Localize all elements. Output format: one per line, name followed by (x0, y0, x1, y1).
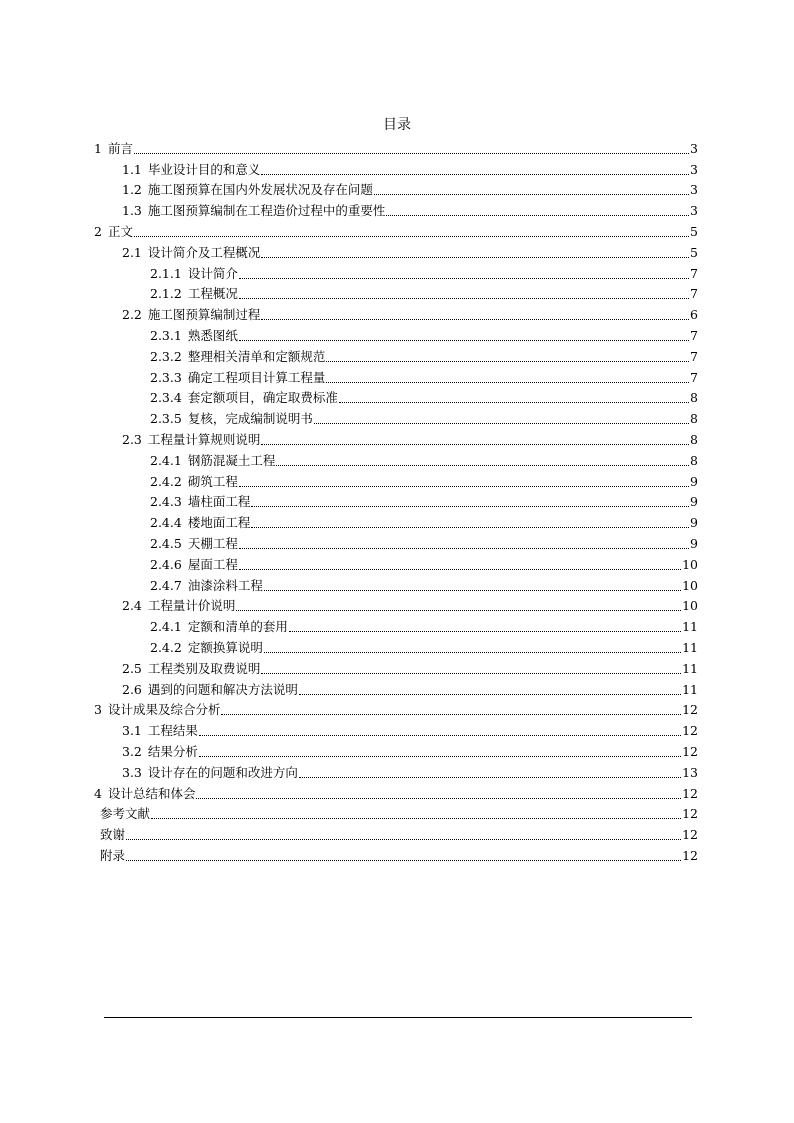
toc-entry-number: 2.2 (122, 307, 142, 323)
toc-entry[interactable] (94, 490, 698, 511)
toc-entry-number: 2.6 (122, 681, 142, 697)
toc-entry-title: 工程量计价说明 (147, 598, 236, 614)
toc-entry-number: 2.4.2 (150, 639, 182, 655)
toc-entry-number: 2.4.6 (150, 556, 182, 572)
toc-entry[interactable] (94, 469, 698, 490)
toc-entry-page: 8 (690, 411, 698, 427)
toc-entry[interactable] (94, 802, 698, 823)
toc-entry[interactable] (94, 594, 698, 615)
toc-entry-number: 2.4.7 (150, 577, 182, 593)
toc-entry-number: 2.1 (122, 244, 142, 260)
toc-entry-number: 2.4.5 (150, 535, 182, 551)
toc-entry-title: 屋面工程 (187, 556, 238, 572)
toc-entry-number: 2.1.2 (150, 286, 182, 302)
toc-entry-page: 12 (682, 723, 698, 739)
toc-entry-page: 7 (690, 265, 698, 281)
toc-entry-title: 附录 (100, 847, 126, 863)
toc-entry-page: 9 (690, 494, 698, 510)
toc-dot-leader (264, 642, 681, 653)
toc-entry-number: 2.4.1 (150, 452, 182, 468)
toc-entry-page: 11 (682, 619, 698, 635)
toc-entry-number: 2.3.4 (150, 390, 182, 406)
toc-entry[interactable] (94, 302, 698, 323)
toc-entry-page: 3 (690, 140, 698, 156)
toc-entry-title: 毕业设计目的和意义 (147, 161, 261, 177)
toc-dot-leader (239, 330, 689, 341)
toc-entry[interactable] (94, 698, 698, 719)
toc-entry-title: 工程概况 (187, 286, 238, 302)
toc-dot-leader (386, 205, 689, 216)
toc-dot-leader (261, 247, 689, 258)
toc-entry-number: 3 (94, 702, 102, 718)
toc-entry-page: 7 (690, 327, 698, 343)
toc-dot-leader (339, 392, 689, 403)
toc-entry[interactable] (94, 718, 698, 739)
toc-entry-page: 3 (690, 182, 698, 198)
toc-entry-title: 施工图预算编制过程 (147, 307, 261, 323)
toc-dot-leader (299, 684, 681, 695)
toc-entry[interactable] (94, 635, 698, 656)
toc-dot-leader (134, 226, 689, 237)
toc-dot-leader (289, 621, 681, 632)
toc-entry[interactable] (94, 656, 698, 677)
toc-entry-title: 设计总结和体会 (107, 785, 196, 801)
toc-entry-page: 8 (690, 431, 698, 447)
toc-entry-title: 致谢 (100, 827, 126, 843)
toc-dot-leader (221, 704, 681, 715)
toc-entry-title: 油漆涂料工程 (187, 577, 263, 593)
toc-entry[interactable] (94, 365, 698, 386)
toc-entry[interactable] (94, 510, 698, 531)
toc-entry[interactable] (94, 219, 698, 240)
toc-dot-leader (239, 559, 681, 570)
toc-entry[interactable] (94, 344, 698, 365)
toc-entry[interactable] (94, 677, 698, 698)
toc-entry-title: 结果分析 (147, 743, 198, 759)
toc-entry-page: 5 (690, 244, 698, 260)
toc-entry-title: 砌筑工程 (187, 473, 238, 489)
toc-entry-page: 7 (690, 369, 698, 385)
toc-entry-number: 2.3.3 (150, 369, 182, 385)
toc-entry-number: 3.2 (122, 743, 142, 759)
toc-dot-leader (239, 288, 689, 299)
toc-entry-title: 熟悉图纸 (187, 327, 238, 343)
toc-entry-page: 5 (690, 223, 698, 239)
toc-entry-page: 11 (682, 660, 698, 676)
toc-entry-page: 9 (690, 535, 698, 551)
toc-entry-number: 3.1 (122, 723, 142, 739)
toc-entry-title: 参考文献 (100, 806, 151, 822)
toc-dot-leader (151, 808, 681, 819)
footer-divider (104, 1017, 692, 1018)
toc-entry-number: 1.1 (122, 161, 142, 177)
toc-dot-leader (251, 517, 689, 528)
toc-entry[interactable] (94, 531, 698, 552)
toc-entry-page: 7 (690, 348, 698, 364)
toc-entry-page: 12 (682, 702, 698, 718)
toc-entry-page: 7 (690, 286, 698, 302)
toc-entry-number: 2.1.1 (150, 265, 182, 281)
toc-entry-number: 2.4.1 (150, 619, 182, 635)
toc-entry-page: 9 (690, 473, 698, 489)
toc-entry[interactable] (94, 386, 698, 407)
toc-entry-number: 2.5 (122, 660, 142, 676)
toc-entry-title: 天棚工程 (187, 535, 238, 551)
toc-entry-page: 10 (682, 598, 698, 614)
toc-entry[interactable] (94, 739, 698, 760)
toc-entry-title: 复核，完成编制说明书 (187, 411, 313, 427)
toc-dot-leader (261, 164, 689, 175)
toc-entry-title: 整理相关清单和定额规范 (187, 348, 326, 364)
toc-entry[interactable] (94, 427, 698, 448)
toc-dot-leader (374, 184, 689, 195)
toc-entry-title: 施工图预算在国内外发展状况及存在问题 (147, 182, 373, 198)
toc-entry-title: 钢筋混凝土工程 (187, 452, 276, 468)
toc-entry-number: 1 (94, 140, 102, 156)
toc-dot-leader (126, 829, 681, 840)
toc-dot-leader (261, 663, 681, 674)
toc-dot-leader (199, 746, 681, 757)
toc-entry-title: 套定额项目，确定取费标准 (187, 390, 338, 406)
toc-entry-page: 12 (682, 806, 698, 822)
toc-entry[interactable] (94, 573, 698, 594)
toc-entry[interactable] (94, 843, 698, 864)
toc-entry-number: 1.3 (122, 203, 142, 219)
toc-title: 目录 (383, 117, 411, 133)
toc-entry-number: 2.4.2 (150, 473, 182, 489)
toc-dot-leader (261, 434, 689, 445)
toc-entry[interactable] (94, 614, 698, 635)
toc-entry-page: 12 (682, 743, 698, 759)
toc-entry-page: 12 (682, 785, 698, 801)
toc-dot-leader (236, 600, 681, 611)
toc-entry-page: 3 (690, 161, 698, 177)
toc-entry-page: 9 (690, 515, 698, 531)
toc-entry[interactable] (94, 157, 698, 178)
toc-entry-number: 1.2 (122, 182, 142, 198)
toc-dot-leader (261, 309, 689, 320)
toc-dot-leader (326, 351, 689, 362)
toc-dot-leader (126, 850, 681, 861)
toc-entry-title: 确定工程项目计算工程量 (187, 369, 326, 385)
toc-dot-leader (251, 496, 689, 507)
toc-dot-leader (239, 268, 689, 279)
toc-entry-title: 定额换算说明 (187, 639, 263, 655)
toc-dot-leader (196, 788, 681, 799)
toc-entry-page: 8 (690, 390, 698, 406)
toc-entry-title: 定额和清单的套用 (187, 619, 288, 635)
toc-entry[interactable] (94, 198, 698, 219)
toc-entry[interactable] (94, 552, 698, 573)
toc-entry[interactable] (94, 323, 698, 344)
toc-dot-leader (326, 372, 689, 383)
toc-entry[interactable] (94, 822, 698, 843)
toc-entry[interactable] (94, 136, 698, 157)
toc-entry-title: 正文 (107, 223, 133, 239)
toc-entry-title: 前言 (107, 140, 133, 156)
toc-entry-number: 4 (94, 785, 102, 801)
toc-entry-page: 12 (682, 847, 698, 863)
toc-entry[interactable] (94, 781, 698, 802)
toc-entry-number: 2.3.1 (150, 327, 182, 343)
toc-entry-number: 2.3.2 (150, 348, 182, 364)
toc-entry-number: 2.3.5 (150, 411, 182, 427)
toc-entry-number: 2 (94, 223, 102, 239)
toc-entry-title: 施工图预算编制在工程造价过程中的重要性 (147, 203, 386, 219)
toc-entry-page: 10 (682, 577, 698, 593)
toc-entry-page: 12 (682, 827, 698, 843)
toc-dot-leader (239, 476, 689, 487)
toc-entry-title: 工程量计算规则说明 (147, 431, 261, 447)
toc-dot-leader (199, 725, 681, 736)
toc-entry-number: 3.3 (122, 764, 142, 780)
toc-entry-title: 工程结果 (147, 723, 198, 739)
toc-entry-page: 3 (690, 203, 698, 219)
toc-entry-title: 遇到的问题和解决方法说明 (147, 681, 298, 697)
toc-entry-number: 2.4.4 (150, 515, 182, 531)
toc-entry-page: 11 (682, 681, 698, 697)
toc-entry-page: 8 (690, 452, 698, 468)
toc-entry-number: 2.4.3 (150, 494, 182, 510)
toc-entry-page: 11 (682, 639, 698, 655)
toc-dot-leader (314, 413, 689, 424)
table-of-contents (94, 136, 698, 864)
toc-entry-number: 2.4 (122, 598, 142, 614)
toc-dot-leader (264, 580, 681, 591)
toc-entry-title: 楼地面工程 (187, 515, 251, 531)
toc-entry[interactable] (94, 448, 698, 469)
toc-entry[interactable] (94, 282, 698, 303)
toc-entry-title: 设计成果及综合分析 (107, 702, 221, 718)
toc-entry-title: 设计简介 (187, 265, 238, 281)
toc-entry[interactable] (94, 178, 698, 199)
toc-entry[interactable] (94, 240, 698, 261)
toc-dot-leader (134, 143, 689, 154)
toc-entry-title: 工程类别及取费说明 (147, 660, 261, 676)
toc-entry[interactable] (94, 760, 698, 781)
toc-entry-number: 2.3 (122, 431, 142, 447)
toc-entry-title: 设计简介及工程概况 (147, 244, 261, 260)
toc-entry[interactable] (94, 406, 698, 427)
toc-entry-page: 6 (690, 307, 698, 323)
toc-entry-page: 10 (682, 556, 698, 572)
toc-entry-title: 设计存在的问题和改进方向 (147, 764, 298, 780)
toc-dot-leader (299, 767, 681, 778)
toc-dot-leader (239, 538, 689, 549)
toc-entry-title: 墙柱面工程 (187, 494, 251, 510)
toc-dot-leader (276, 455, 689, 466)
toc-entry-page: 13 (682, 764, 698, 780)
toc-entry[interactable] (94, 261, 698, 282)
